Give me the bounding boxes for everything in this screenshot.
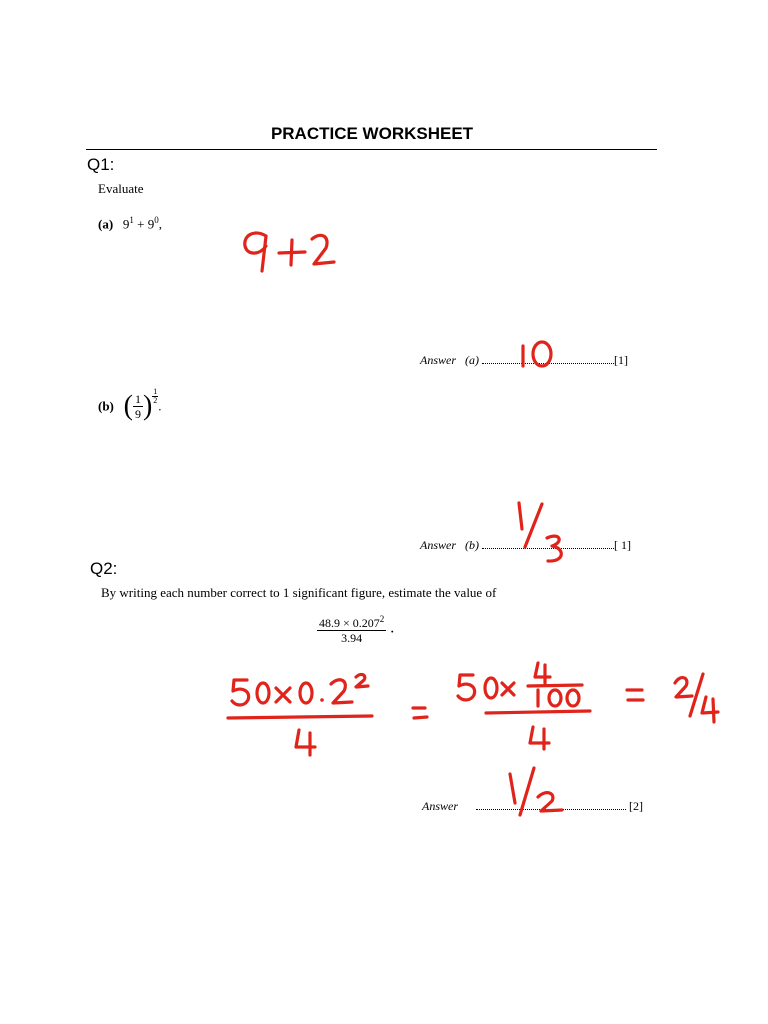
page-title: PRACTICE WORKSHEET — [270, 124, 474, 143]
q1b-paren-close: ) — [142, 390, 153, 422]
q1b-answer-word: Answer — [420, 538, 456, 552]
q1b-answer-part: (b) — [465, 538, 479, 552]
q1b-exp-num: 1 — [153, 387, 158, 396]
q2-expr-tail: . — [390, 619, 395, 637]
q1a-marks: [1] — [614, 353, 628, 367]
q1a-answer-ink — [523, 342, 551, 366]
q2-expr-num-text: 48.9 × 0.207 — [319, 616, 380, 630]
q1b-tail: . — [158, 398, 162, 414]
q1b-marks: [ 1] — [614, 538, 631, 552]
q2-expr-den: 3.94 — [341, 631, 363, 645]
q2-answer-word: Answer — [422, 799, 458, 813]
q1b-exp-den: 2 — [153, 396, 158, 405]
q2-expr-num-exp: 2 — [379, 614, 385, 624]
q2-marks: [2] — [629, 799, 643, 813]
q2-answer-ink — [510, 768, 562, 815]
q1b-answer-ink — [519, 503, 561, 561]
q2-working-ink — [228, 663, 718, 755]
q1a-base1: 9 — [122, 216, 130, 232]
q1a-base2: 9 — [147, 216, 155, 232]
q1a-exp2: 0 — [154, 215, 159, 225]
q1b-frac-num: 1 — [134, 392, 141, 406]
q1a-op: + — [133, 216, 148, 232]
q2-instruction: By writing each number correct to 1 significant figure, estimate the value of — [101, 585, 497, 600]
q1b-paren-open: ( — [123, 390, 133, 422]
q1-instruction: Evaluate — [98, 181, 144, 196]
q1a-exp1: 1 — [129, 215, 134, 225]
q1b-frac-den: 9 — [134, 407, 141, 421]
q1-label: Q1: — [87, 155, 115, 174]
q1a-tag: (a) — [98, 216, 114, 232]
q2-label: Q2: — [90, 559, 118, 578]
q1a-answer-part: (a) — [465, 353, 479, 367]
q1a-answer-word: Answer — [420, 353, 456, 367]
q1b-tag: (b) — [98, 398, 114, 414]
q1a-tail: , — [158, 216, 163, 232]
q1a-working-ink — [245, 233, 334, 271]
